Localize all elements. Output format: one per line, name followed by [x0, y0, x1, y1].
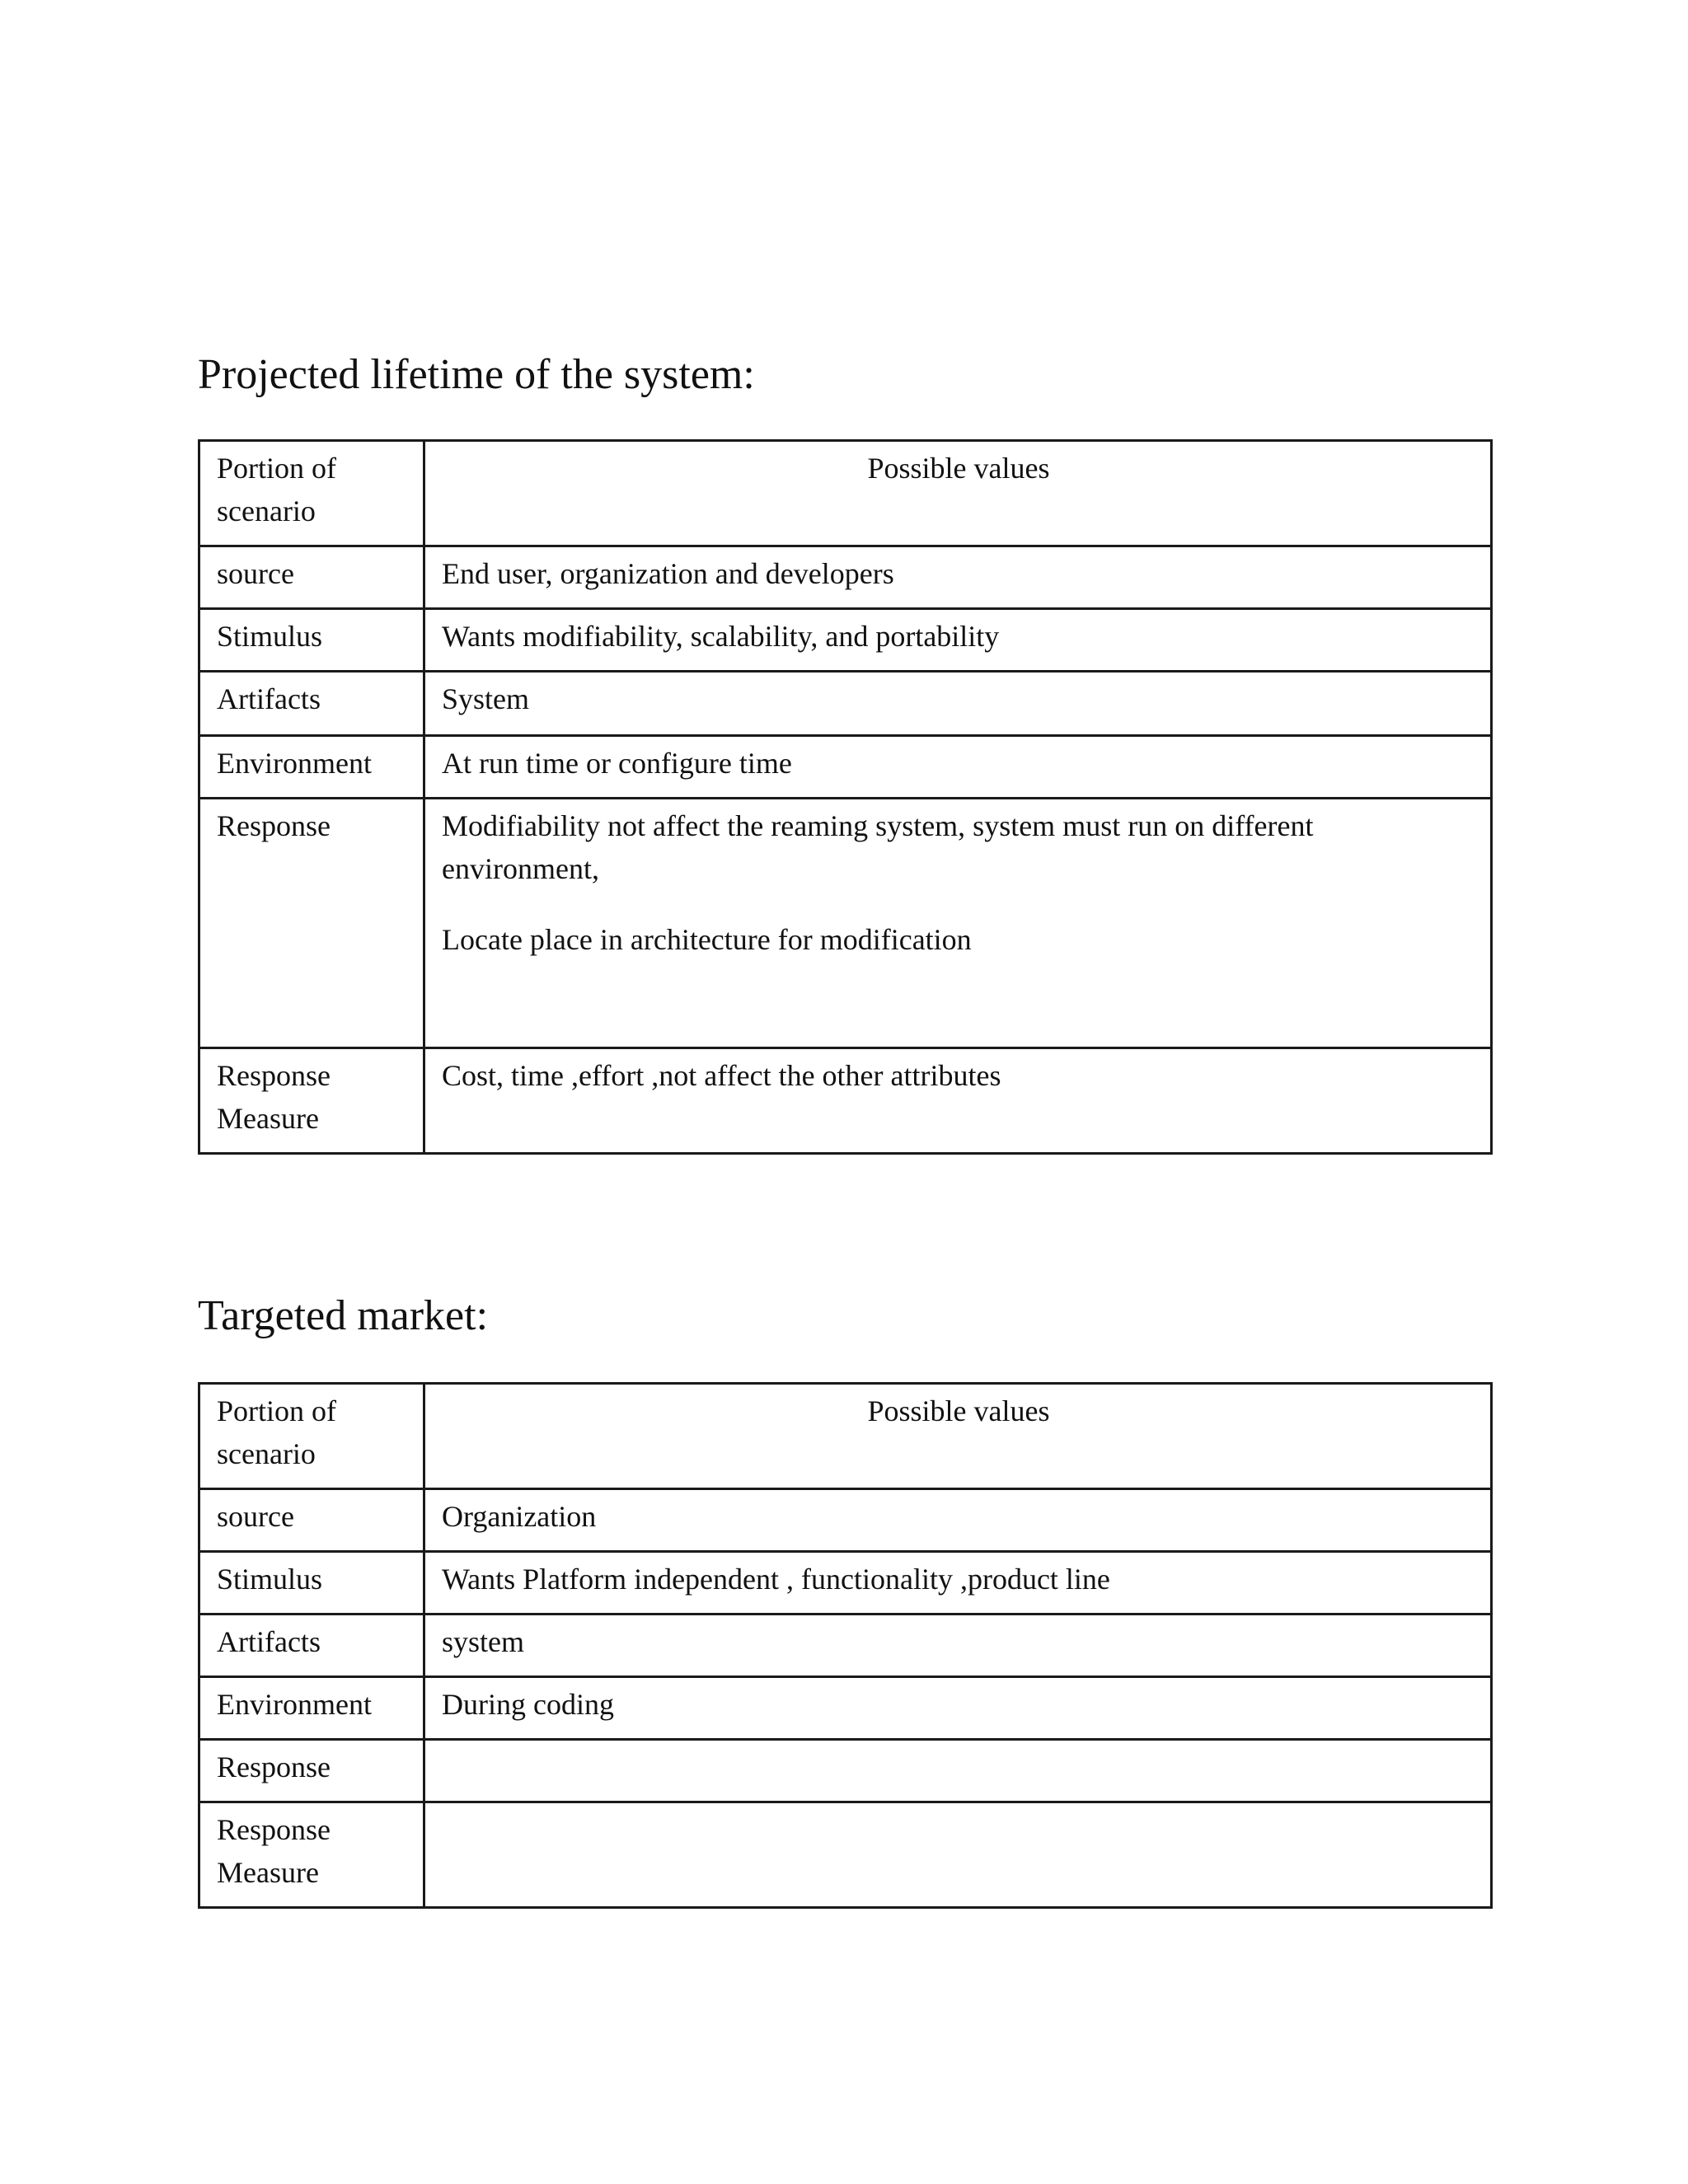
header-possible-values: Possible values: [424, 441, 1492, 546]
row-value-stimulus: Wants Platform independent , functionality ,product line: [424, 1552, 1492, 1615]
row-label-environment: Environment: [199, 1677, 424, 1740]
table-row-stimulus: [199, 1552, 1492, 1615]
table-row-environment: [199, 1677, 1492, 1740]
row-label-source: source: [199, 1489, 424, 1552]
header-portion-of-scenario: Portion of scenario: [199, 441, 424, 546]
row-value-environment: During coding: [424, 1677, 1492, 1740]
row-value-response: [424, 1740, 1492, 1802]
row-label-source: source: [199, 546, 424, 609]
row-label-response-measure: Response Measure: [199, 1802, 424, 1908]
table-row-source: [199, 1489, 1492, 1552]
response-paragraph-2: Locate place in architecture for modification: [442, 923, 972, 956]
row-label-artifacts: Artifacts: [199, 672, 424, 736]
table-row-environment: [199, 736, 1492, 799]
table-header-row: [199, 1384, 1492, 1489]
section-title-projected-lifetime: Projected lifetime of the system:: [198, 351, 755, 398]
table-header-row: [199, 441, 1492, 546]
row-value-stimulus: Wants modifiability, scalability, and portability: [424, 609, 1492, 672]
row-label-stimulus: Stimulus: [199, 1552, 424, 1615]
table-row-response: [199, 1740, 1492, 1802]
row-value-source: Organization: [424, 1489, 1492, 1552]
row-value-source: End user, organization and developers: [424, 546, 1492, 609]
table-row-artifacts: [199, 672, 1492, 736]
row-value-environment: At run time or configure time: [424, 736, 1492, 799]
response-paragraph-1: Modifiability not affect the reaming system, system must run on different environment,: [442, 809, 1314, 885]
row-label-response: Response: [199, 799, 424, 1048]
section-title-targeted-market: Targeted market:: [198, 1292, 489, 1339]
table-row-response: [199, 799, 1492, 1048]
projected-lifetime-table: [198, 439, 1493, 1155]
table-row-artifacts: [199, 1615, 1492, 1677]
row-value-response-measure: Cost, time ,effort ,not affect the other attributes: [424, 1048, 1492, 1154]
row-value-artifacts: System: [424, 672, 1492, 736]
row-value-response: [424, 799, 1492, 1048]
row-label-response: Response: [199, 1740, 424, 1802]
targeted-market-table: [198, 1382, 1493, 1909]
header-possible-values: Possible values: [424, 1384, 1492, 1489]
row-label-response-measure: Response Measure: [199, 1048, 424, 1154]
table-row-response-measure: [199, 1048, 1492, 1154]
row-value-artifacts: system: [424, 1615, 1492, 1677]
table-row-stimulus: [199, 609, 1492, 672]
table-row-source: [199, 546, 1492, 609]
row-label-stimulus: Stimulus: [199, 609, 424, 672]
table-row-response-measure: [199, 1802, 1492, 1908]
row-value-response-measure: [424, 1802, 1492, 1908]
row-label-environment: Environment: [199, 736, 424, 799]
header-portion-of-scenario: Portion of scenario: [199, 1384, 424, 1489]
row-label-artifacts: Artifacts: [199, 1615, 424, 1677]
